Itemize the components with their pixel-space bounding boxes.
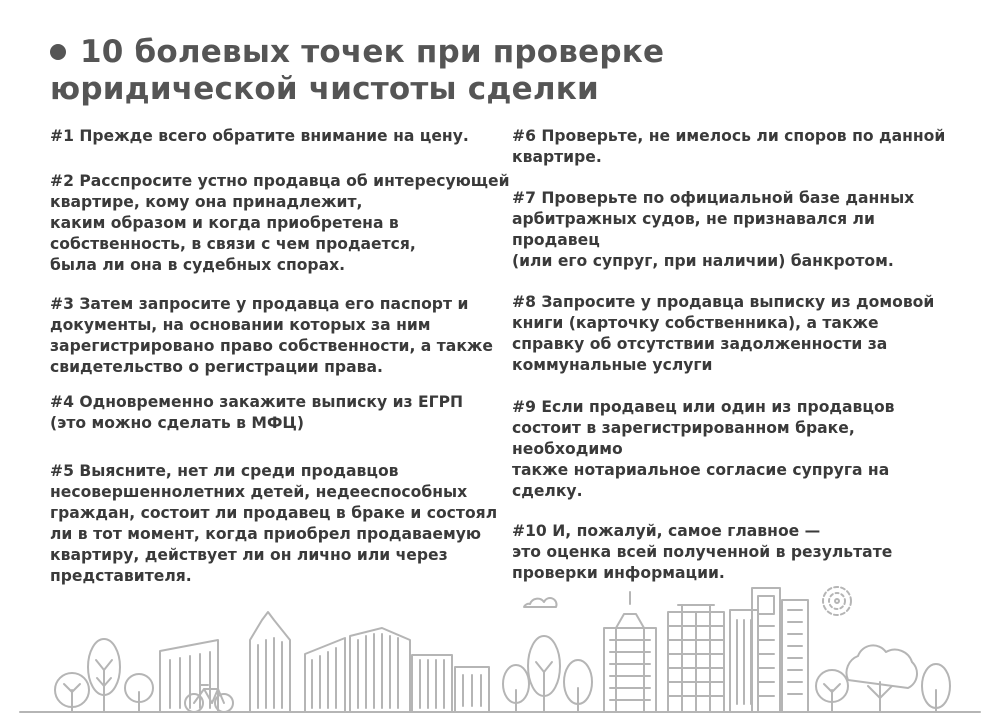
tree-icon: [55, 673, 89, 712]
page-title-line-1: 10 болевых точек при проверке: [80, 34, 665, 70]
tree-icon: [88, 639, 120, 712]
tree-icon: [503, 665, 529, 712]
tip-5: #5 Выясните, нет ли среди продавцов несовершеннолетних детей, недееспособных граждан, состоит ли продавец в браке и состоял ли в тот момент, когда приобрел продаваемую квартиру, действует ли он лично или через представителя.: [50, 462, 498, 585]
tip-10: #10 И, пожалуй, самое главное — это оценка всей полученной в результате проверки информации.: [512, 522, 893, 582]
page-title: [50, 34, 664, 108]
building-icon: [350, 628, 410, 712]
tip-8: #8 Запросите у продавца выписку из домовой книги (карточку собственника), а также справку об отсутствии задолженности за коммунальные услуги: [512, 293, 935, 374]
tip-9: #9 Если продавец или один из продавцов состоит в зарегистрированном браке, необходимо также нотариальное согласие супруга на сделку.: [512, 398, 895, 500]
building-icon: [412, 655, 452, 712]
building-icon: [782, 600, 808, 712]
cloud-icon: [524, 598, 557, 607]
building-icon: [305, 638, 345, 712]
building-icon: [250, 612, 290, 712]
tip-2: #2 Расспросите устно продавца об интересующей квартире, кому она принадлежит, каким образом и когда приобретена в собственность, в связи с чем продается, была ли она в судебных спорах.: [50, 172, 510, 274]
tree-icon: [846, 645, 917, 712]
tip-6: #6 Проверьте, не имелось ли споров по данной квартире.: [512, 127, 946, 166]
page-title-line-2: юридической чистоты сделки: [50, 71, 599, 107]
tip-3: #3 Затем запросите у продавца его паспорт и документы, на основании которых за ним зарегистрировано право собственности, а также свидетельство о регистрации права.: [50, 295, 493, 376]
tip-4: #4 Одновременно закажите выписку из ЕГРП (это можно сделать в МФЦ): [50, 393, 464, 432]
tree-icon: [922, 664, 950, 712]
tip-7: #7 Проверьте по официальной базе данных арбитражных судов, не признавался ли продавец (или его супруг, при наличии) банкротом.: [512, 189, 915, 270]
title-bullet-icon: [50, 44, 66, 60]
sun-icon: [823, 587, 851, 615]
building-icon: [752, 588, 780, 712]
building-icon: [604, 592, 656, 712]
building-icon: [455, 667, 489, 712]
building-icon: [730, 610, 758, 712]
building-icon: [668, 605, 724, 712]
tree-icon: [816, 670, 848, 712]
tree-icon: [528, 636, 560, 712]
tree-icon: [564, 660, 592, 712]
city-skyline-illustration: [0, 585, 1000, 725]
building-icon: [160, 640, 218, 712]
tip-1: #1 Прежде всего обратите внимание на цену.: [50, 127, 469, 145]
tree-icon: [125, 674, 153, 712]
